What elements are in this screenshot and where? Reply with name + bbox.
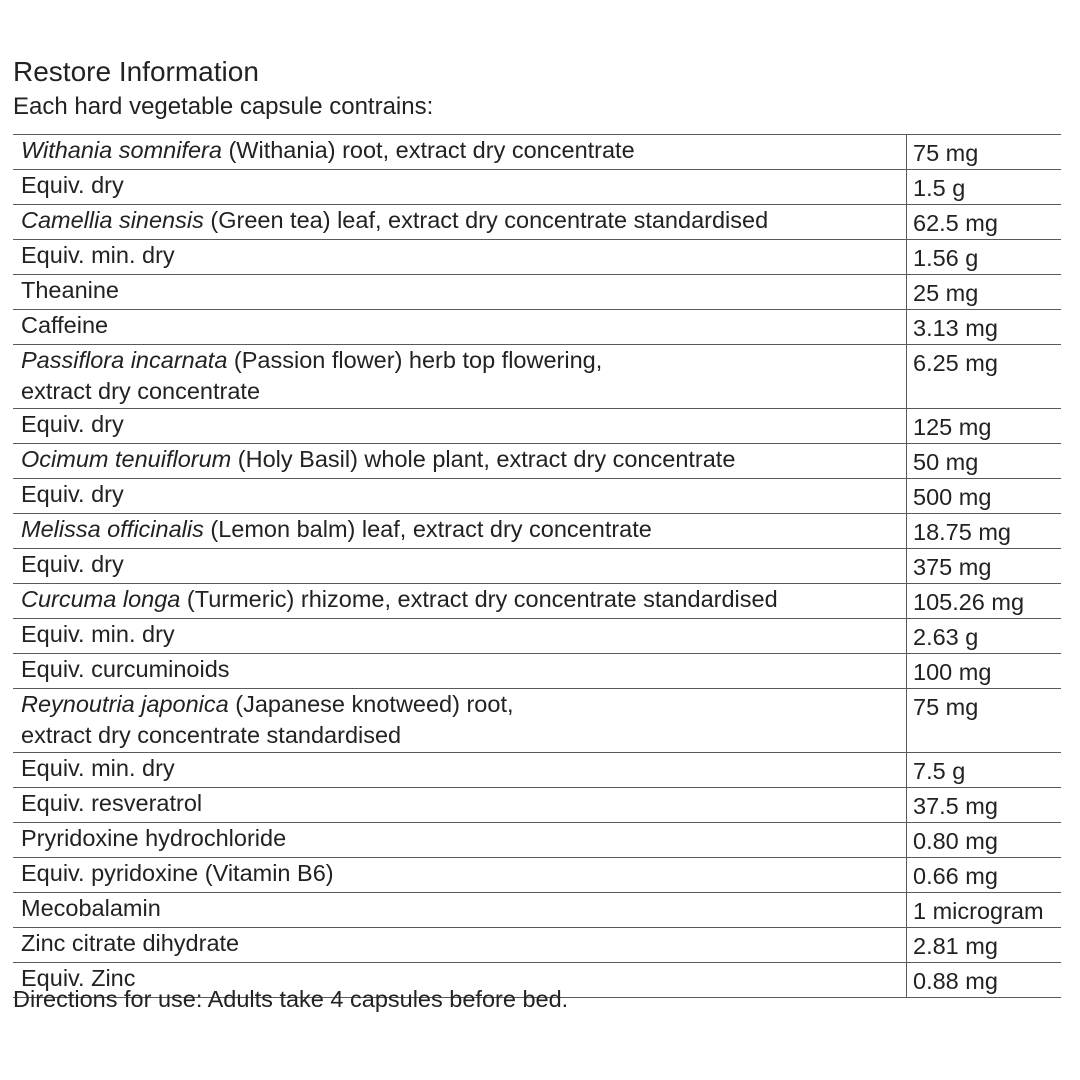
amount-cell: 2.63 g xyxy=(907,619,1062,654)
ingredient-line xyxy=(21,345,906,376)
ingredient-line xyxy=(21,753,906,784)
subtitle: Each hard vegetable capsule contrains: xyxy=(13,93,434,120)
latin-name: Reynoutria japonica xyxy=(21,691,229,717)
table-row xyxy=(13,893,1061,928)
amount-cell: 75 mg xyxy=(907,689,1062,753)
ingredient-cell xyxy=(13,240,907,275)
ingredient-description: Pryridoxine hydrochloride xyxy=(21,825,287,851)
ingredient-description: Zinc citrate dihydrate xyxy=(21,930,240,956)
ingredient-line xyxy=(21,444,906,475)
ingredient-line xyxy=(21,823,906,854)
ingredient-cell xyxy=(13,788,907,823)
ingredient-line xyxy=(21,928,906,959)
table-row xyxy=(13,584,1061,619)
table-row xyxy=(13,928,1061,963)
amount-cell: 3.13 mg xyxy=(907,310,1062,345)
ingredient-cell xyxy=(13,444,907,479)
ingredient-cell xyxy=(13,135,907,170)
amount-cell: 0.80 mg xyxy=(907,823,1062,858)
amount-cell: 62.5 mg xyxy=(907,205,1062,240)
ingredient-description: Equiv. Zinc xyxy=(21,965,136,991)
latin-name: Curcuma longa xyxy=(21,586,181,612)
ingredient-description: Equiv. min. dry xyxy=(21,755,175,781)
ingredient-description: (Withania) root, extract dry concentrate xyxy=(221,137,635,163)
latin-name: Ocimum tenuiflorum xyxy=(21,446,232,472)
ingredient-cell xyxy=(13,205,907,240)
ingredient-cell xyxy=(13,409,907,444)
ingredient-description: (Passion flower) herb top flowering, xyxy=(227,347,603,373)
amount-cell: 18.75 mg xyxy=(907,514,1062,549)
latin-name: Withania somnifera xyxy=(21,137,222,163)
amount-cell: 37.5 mg xyxy=(907,788,1062,823)
ingredient-cell xyxy=(13,858,907,893)
table-row xyxy=(13,205,1061,240)
table-row xyxy=(13,753,1061,788)
table-row xyxy=(13,514,1061,549)
ingredient-description: Equiv. dry xyxy=(21,551,124,577)
table-row xyxy=(13,654,1061,689)
ingredient-line xyxy=(21,135,906,166)
table-row xyxy=(13,549,1061,584)
amount-cell: 1.5 g xyxy=(907,170,1062,205)
table-row xyxy=(13,345,1061,409)
amount-cell: 2.81 mg xyxy=(907,928,1062,963)
ingredient-line xyxy=(21,205,906,236)
ingredient-description: Caffeine xyxy=(21,312,109,338)
ingredient-description: Equiv. dry xyxy=(21,172,124,198)
ingredients-table-body xyxy=(13,135,1061,998)
page-title: Restore Information xyxy=(13,56,259,87)
ingredient-description: (Holy Basil) whole plant, extract dry concentrate xyxy=(231,446,736,472)
ingredient-line xyxy=(21,619,906,650)
amount-cell: 375 mg xyxy=(907,549,1062,584)
ingredient-line xyxy=(21,858,906,889)
table-row xyxy=(13,135,1061,170)
ingredient-description: Equiv. resveratrol xyxy=(21,790,203,816)
ingredient-description: Equiv. pyridoxine (Vitamin B6) xyxy=(21,860,334,886)
table-row xyxy=(13,275,1061,310)
ingredient-description: Equiv. min. dry xyxy=(21,621,175,647)
ingredient-cell xyxy=(13,928,907,963)
amount-cell: 500 mg xyxy=(907,479,1062,514)
ingredient-line xyxy=(21,310,906,341)
ingredient-description: Equiv. curcuminoids xyxy=(21,656,230,682)
ingredient-description: (Green tea) leaf, extract dry concentrate standardised xyxy=(203,207,769,233)
ingredient-line xyxy=(21,654,906,685)
ingredient-line xyxy=(21,788,906,819)
ingredient-line xyxy=(21,170,906,201)
ingredient-cell xyxy=(13,823,907,858)
amount-cell: 25 mg xyxy=(907,275,1062,310)
ingredient-cell xyxy=(13,310,907,345)
ingredient-cell xyxy=(13,654,907,689)
amount-cell: 6.25 mg xyxy=(907,345,1062,409)
ingredient-line xyxy=(21,689,906,720)
amount-cell: 1.56 g xyxy=(907,240,1062,275)
ingredient-cell xyxy=(13,619,907,654)
ingredient-cell xyxy=(13,514,907,549)
ingredients-table xyxy=(13,134,1061,998)
directions-text: Directions for use: Adults take 4 capsules before bed. xyxy=(13,986,569,1012)
ingredient-description: Equiv. min. dry xyxy=(21,242,175,268)
ingredient-cell xyxy=(13,275,907,310)
table-row xyxy=(13,858,1061,893)
ingredient-cell xyxy=(13,345,907,409)
table-row xyxy=(13,788,1061,823)
amount-cell: 0.66 mg xyxy=(907,858,1062,893)
amount-cell: 1 microgram xyxy=(907,893,1062,928)
table-row xyxy=(13,479,1061,514)
ingredient-description: (Turmeric) rhizome, extract dry concentrate standardised xyxy=(180,586,778,612)
ingredient-line xyxy=(21,409,906,440)
amount-cell: 125 mg xyxy=(907,409,1062,444)
ingredient-description: Theanine xyxy=(21,277,119,303)
ingredient-cell xyxy=(13,893,907,928)
ingredient-line xyxy=(21,479,906,510)
ingredient-line xyxy=(21,549,906,580)
ingredient-line xyxy=(21,275,906,306)
amount-cell: 50 mg xyxy=(907,444,1062,479)
amount-cell: 0.88 mg xyxy=(907,963,1062,998)
ingredient-cell xyxy=(13,689,907,753)
ingredient-description: Equiv. dry xyxy=(21,481,124,507)
ingredient-cell xyxy=(13,549,907,584)
latin-name: Passiflora incarnata xyxy=(21,347,228,373)
ingredient-line xyxy=(21,514,906,545)
ingredient-cell xyxy=(13,753,907,788)
ingredient-line xyxy=(21,240,906,271)
table-row xyxy=(13,689,1061,753)
amount-cell: 105.26 mg xyxy=(907,584,1062,619)
table-row xyxy=(13,240,1061,275)
amount-cell: 100 mg xyxy=(907,654,1062,689)
table-row xyxy=(13,310,1061,345)
ingredient-cell xyxy=(13,170,907,205)
ingredient-description: Equiv. dry xyxy=(21,411,124,437)
table-row xyxy=(13,823,1061,858)
table-row xyxy=(13,409,1061,444)
table-row xyxy=(13,170,1061,205)
latin-name: Melissa officinalis xyxy=(21,516,204,542)
ingredient-line xyxy=(21,893,906,924)
latin-name: Camellia sinensis xyxy=(21,207,204,233)
ingredient-description: Mecobalamin xyxy=(21,895,161,921)
table-row xyxy=(13,619,1061,654)
ingredient-cell xyxy=(13,479,907,514)
ingredient-description: (Japanese knotweed) root, xyxy=(228,691,514,717)
ingredient-line-continued: extract dry concentrate standardised xyxy=(21,722,402,748)
ingredient-description: (Lemon balm) leaf, extract dry concentrate xyxy=(203,516,652,542)
ingredient-cell xyxy=(13,584,907,619)
table-row xyxy=(13,444,1061,479)
ingredient-line xyxy=(21,584,906,615)
amount-cell: 7.5 g xyxy=(907,753,1062,788)
ingredient-line-continued: extract dry concentrate xyxy=(21,378,261,404)
amount-cell: 75 mg xyxy=(907,135,1062,170)
